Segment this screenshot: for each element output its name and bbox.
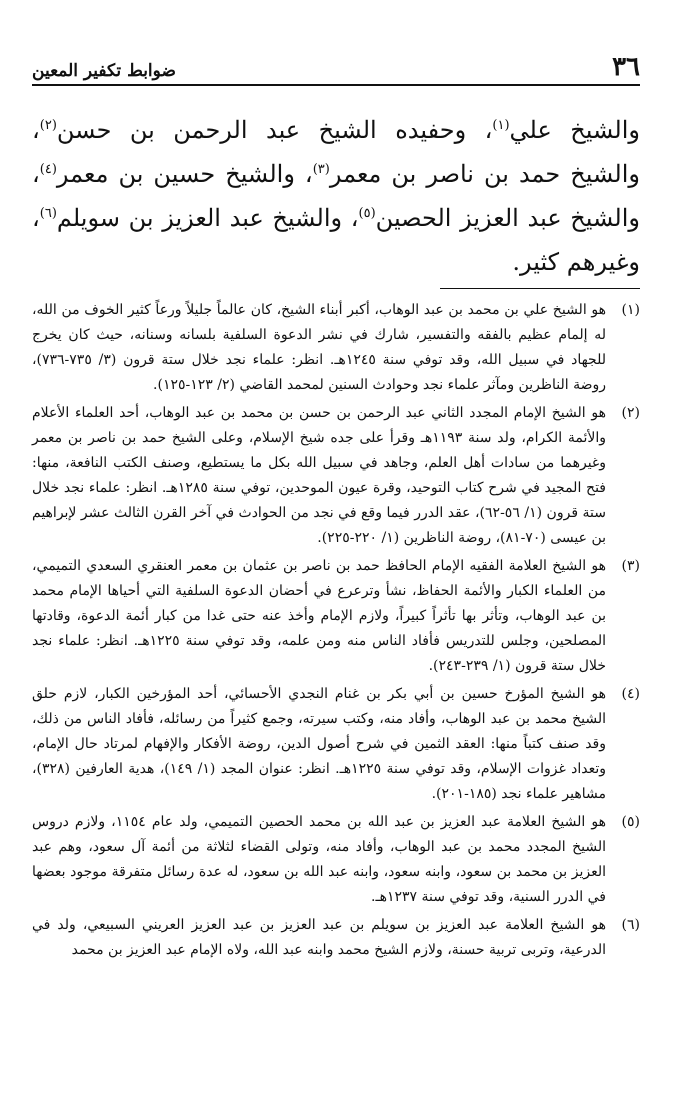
footnote-text: هو الشيخ العلامة عبد العزيز بن سويلم بن عبد العزيز بن عبد العزيز العريني السبيعي، ولد في الدرعية، وتربى تربية حسنة، ولازم الشيخ محمد وابنه عبد الله، ولاه الإمام عبد العزيز بن محمد	[32, 917, 606, 958]
main-text-segment: ، وغيرهم كثير.	[32, 204, 640, 276]
main-text-segment: ، والشيخ حسين بن معمر	[56, 160, 313, 188]
footnote-item	[32, 298, 640, 398]
footnote-item	[32, 913, 640, 963]
main-text-segment: ، وحفيده الشيخ عبد الرحمن بن حسن	[56, 116, 493, 144]
footnote-item	[32, 554, 640, 679]
footnote-reference[interactable]: (٤)	[39, 162, 57, 177]
footnote-reference[interactable]: (٣)	[312, 162, 330, 177]
footnote-number: (٢)	[621, 405, 640, 421]
footnote-text: هو الشيخ العلامة الفقيه الإمام الحافظ حمد بن ناصر بن عثمان بن معمر العنقري السعدي التميمي، من العلماء الكبار والأئمة الحفاظ، نشأ وترعرع في أحضان الدعوة السلفية التي أحياها الإمام محمد بن عبد الوهاب، وتأثر بها تأثراً كبيراً، ولازم الإمام وأخذ عنه حتى غدا من كبار أئمة الدعوة، وقادتها المصلحين، وجلس للتدريس فأفاد الناس منه ومن علمه، وقد توفي سنة ١٢٢٥هـ. انظر: علماء نجد خلال ستة قرون (١/ ٢٣٩-٢٤٣).	[32, 558, 606, 674]
main-text-segment: ، والشيخ حمد بن ناصر بن معمر	[32, 116, 641, 188]
footnote-reference[interactable]: (١)	[492, 118, 510, 133]
running-title: ضوابط تكفير المعين	[32, 61, 176, 81]
footnote-reference[interactable]: (٢)	[39, 118, 57, 133]
footnote-number: (٤)	[621, 686, 640, 702]
footnote-text: هو الشيخ الإمام المجدد الثاني عبد الرحمن بن حسن بن محمد بن عبد الوهاب، أحد العلماء الأعلام والأئمة الكرام، ولد سنة ١١٩٣هـ وقرأ على جده شيخ الإسلام، وعلى الشيخ حمد بن ناصر بن معمر وغيرهما من سادات أهل العلم، وجاهد في سبيل الله بكل ما يستطيع، وصنف الكتب النافعة، منها: فتح المجيد في شرح كتاب التوحيد، وقرة عيون الموحدين، توفي سنة ١٢٨٥هـ. انظر: علماء نجد خلال ستة قرون (١/ ٥٦-٦٢)، عقد الدرر فيما وقع في نجد من الحوادث في آخر القرن الثالث عشر لإبراهيم بن عيسى (٧٠-٨١)، روضة الناظرين (١/ ٢٢٠-٢٢٥).	[32, 405, 606, 546]
main-text-segment: ، والشيخ عبد العزيز الحصين	[32, 160, 641, 232]
footnote-reference[interactable]: (٥)	[358, 206, 376, 221]
main-text-segment: والشيخ علي	[509, 116, 641, 144]
main-paragraph	[32, 108, 640, 284]
page-number: ٣٦	[612, 52, 640, 82]
main-text-segment: ، والشيخ عبد العزيز بن سويلم	[56, 204, 359, 232]
footnote-text: هو الشيخ المؤرخ حسين بن أبي بكر بن غنام النجدي الأحسائي، أحد المؤرخين الكبار، لازم حلق الشيخ محمد بن عبد الوهاب، وأفاد منه، وكتب سيرته، وجمع كثيراً من رسائله، فأفاد الناس من ذلك، وقد صنف كتباً منها: العقد الثمين في شرح أصول الدين، روضة الأفكار والإفهام لمرتاد حال الإمام، وتعداد غزوات الإسلام، وقد توفي سنة ١٢٢٥هـ. انظر: عنوان المجد (١/ ١٤٩)، هدية العارفين (٣٢٨)، مشاهير علماء نجد (١٨٥-٢٠١).	[32, 686, 607, 802]
footnote-separator	[440, 288, 640, 289]
page-header	[32, 44, 640, 86]
footnote-number: (١)	[621, 302, 640, 318]
footnote-text: هو الشيخ العلامة عبد العزيز بن عبد الله بن محمد الحصين التميمي، ولد عام ١١٥٤، ولازم دروس الشيخ المجدد محمد بن عبد الوهاب، وأفاد منه، وتولى القضاء لثلاثة من أئمة آل سعود، وهم عبد العزيز بن محمد بن سعود، وابنه سعود، وابنه عبد الله بن سعود، له عدة رسائل متفرقة موجود بعضها في الدرر السنية، وقد توفي سنة ١٢٣٧هـ.	[32, 814, 606, 905]
footnote-item	[32, 810, 640, 910]
footnote-number: (٦)	[621, 917, 640, 933]
footnotes	[32, 298, 640, 966]
footnote-number: (٣)	[621, 558, 640, 574]
footnote-reference[interactable]: (٦)	[39, 206, 57, 221]
footnote-number: (٥)	[621, 814, 640, 830]
footnote-item	[32, 682, 640, 807]
footnote-item	[32, 401, 640, 551]
footnote-text: هو الشيخ علي بن محمد بن عبد الوهاب، أكبر أبناء الشيخ، كان عالماً جليلاً ورعاً كثير الخوف من الله، له إلمام عظيم بالفقه والتفسير، شارك في نشر الدعوة السلفية بلسانه وسنانه، حيث كان يخرج للجهاد في سبيل الله، وقد توفي سنة ١٢٤٥هـ. انظر: علماء نجد خلال ستة قرون (٣/ ٧٣٥-٧٣٦)، روضة الناظرين ومآثر علماء نجد وحوادث السنين لمحمد القاضي (٢/ ١٢٣-١٢٥).	[32, 302, 606, 393]
